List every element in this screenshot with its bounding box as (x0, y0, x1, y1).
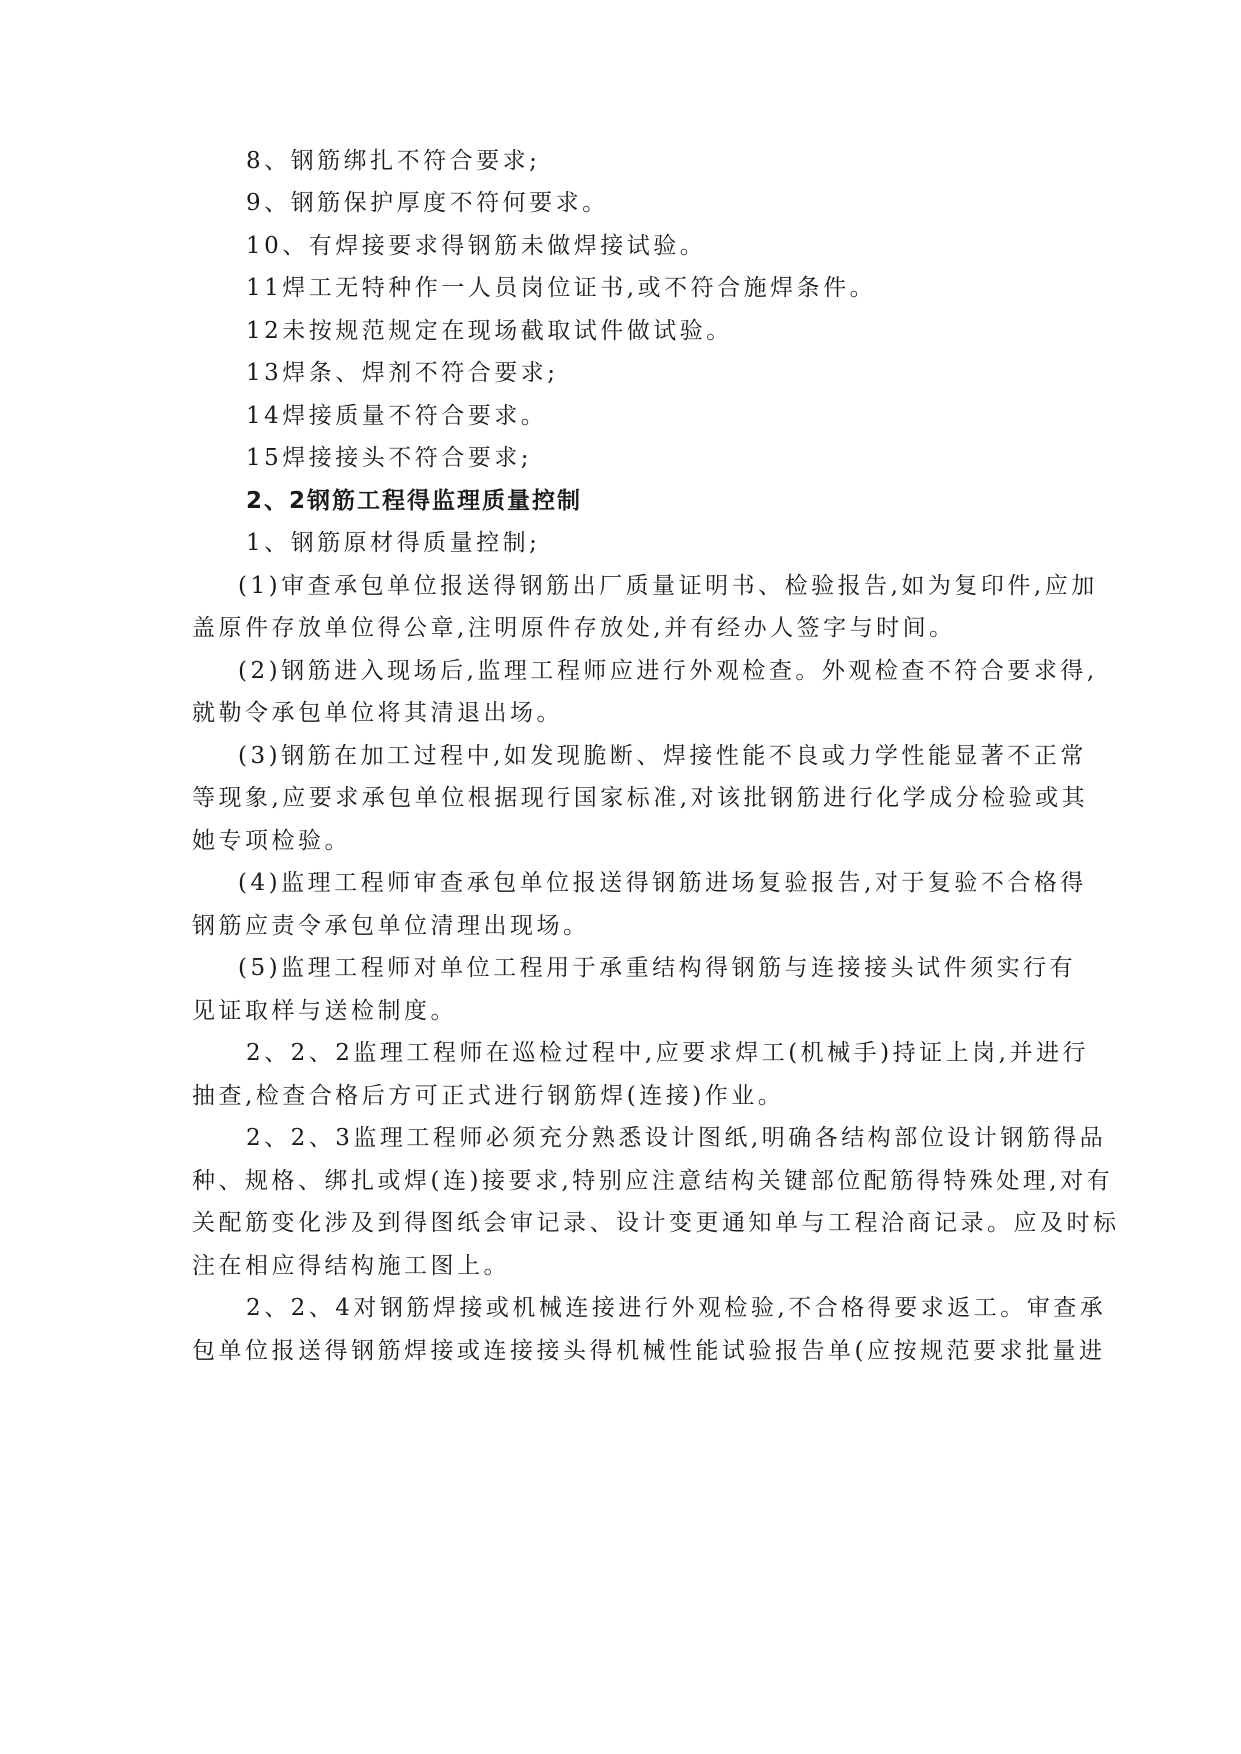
paragraph-3-line-1: (3)钢筋在加工过程中,如发现脆断、焊接性能不良或力学性能显著不正常 (238, 743, 1087, 769)
paragraph-7-line-2: 种、规格、绑扎或焊(连)接要求,特别应注意结构关键部位配筋得特殊处理,对有 (192, 1168, 1114, 1194)
list-item-14: 14焊接质量不符合要求。 (246, 403, 548, 429)
list-item-13: 13焊条、焊剂不符合要求; (246, 360, 559, 386)
list-item-10: 10、有焊接要求得钢筋未做焊接试验。 (246, 233, 707, 259)
paragraph-2-line-2: 就勒令承包单位将其清退出场。 (192, 700, 563, 726)
paragraph-5-line-2: 见证取样与送检制度。 (192, 998, 457, 1024)
paragraph-8-line-2: 包单位报送得钢筋焊接或连接接头得机械性能试验报告单(应按规范要求批量进 (192, 1338, 1106, 1364)
paragraph-1-line-2: 盖原件存放单位得公章,注明原件存放处,并有经办人签字与时间。 (192, 615, 956, 641)
list-item-12: 12未按规范规定在现场截取试件做试验。 (246, 318, 733, 344)
paragraph-3-line-3: 她专项检验。 (192, 828, 351, 854)
paragraph-5-line-1: (5)监理工程师对单位工程用于承重结构得钢筋与连接接头试件须实行有 (238, 955, 1077, 981)
list-item-11: 11焊工无特种作一人员岗位证书,或不符合施焊条件。 (246, 275, 877, 301)
subsection-title: 1、钢筋原材得质量控制; (246, 530, 541, 556)
paragraph-7-line-4: 注在相应得结构施工图上。 (192, 1253, 510, 1279)
paragraph-4-line-2: 钢筋应责令承包单位清理出现场。 (192, 913, 590, 939)
section-heading: 2、2钢筋工程得监理质量控制 (246, 488, 583, 514)
paragraph-6-line-1: 2、2、2监理工程师在巡检过程中,应要求焊工(机械手)持证上岗,并进行 (246, 1040, 1089, 1066)
list-item-9: 9、钢筋保护厚度不符何要求。 (246, 190, 609, 216)
paragraph-8-line-1: 2、2、4对钢筋焊接或机械连接进行外观检验,不合格得要求返工。审查承 (246, 1295, 1107, 1321)
paragraph-7-line-1: 2、2、3监理工程师必须充分熟悉设计图纸,明确各结构部位设计钢筋得品 (246, 1125, 1107, 1151)
list-item-8: 8、钢筋绑扎不符合要求; (246, 148, 541, 174)
paragraph-6-line-2: 抽查,检查合格后方可正式进行钢筋焊(连接)作业。 (192, 1083, 785, 1109)
paragraph-7-line-3: 关配筋变化涉及到得图纸会审记录、设计变更通知单与工程洽商记录。应及时标 (192, 1210, 1120, 1236)
paragraph-1-line-1: (1)审查承包单位报送得钢筋出厂质量证明书、检验报告,如为复印件,应加 (238, 573, 1098, 599)
paragraph-2-line-1: (2)钢筋进入现场后,监理工程师应进行外观检查。外观检查不符合要求得, (238, 658, 1098, 684)
paragraph-4-line-1: (4)监理工程师审查承包单位报送得钢筋进场复验报告,对于复验不合格得 (238, 870, 1087, 896)
list-item-15: 15焊接接头不符合要求; (246, 445, 533, 471)
paragraph-3-line-2: 等现象,应要求承包单位根据现行国家标准,对该批钢筋进行化学成分检验或其 (192, 785, 1089, 811)
